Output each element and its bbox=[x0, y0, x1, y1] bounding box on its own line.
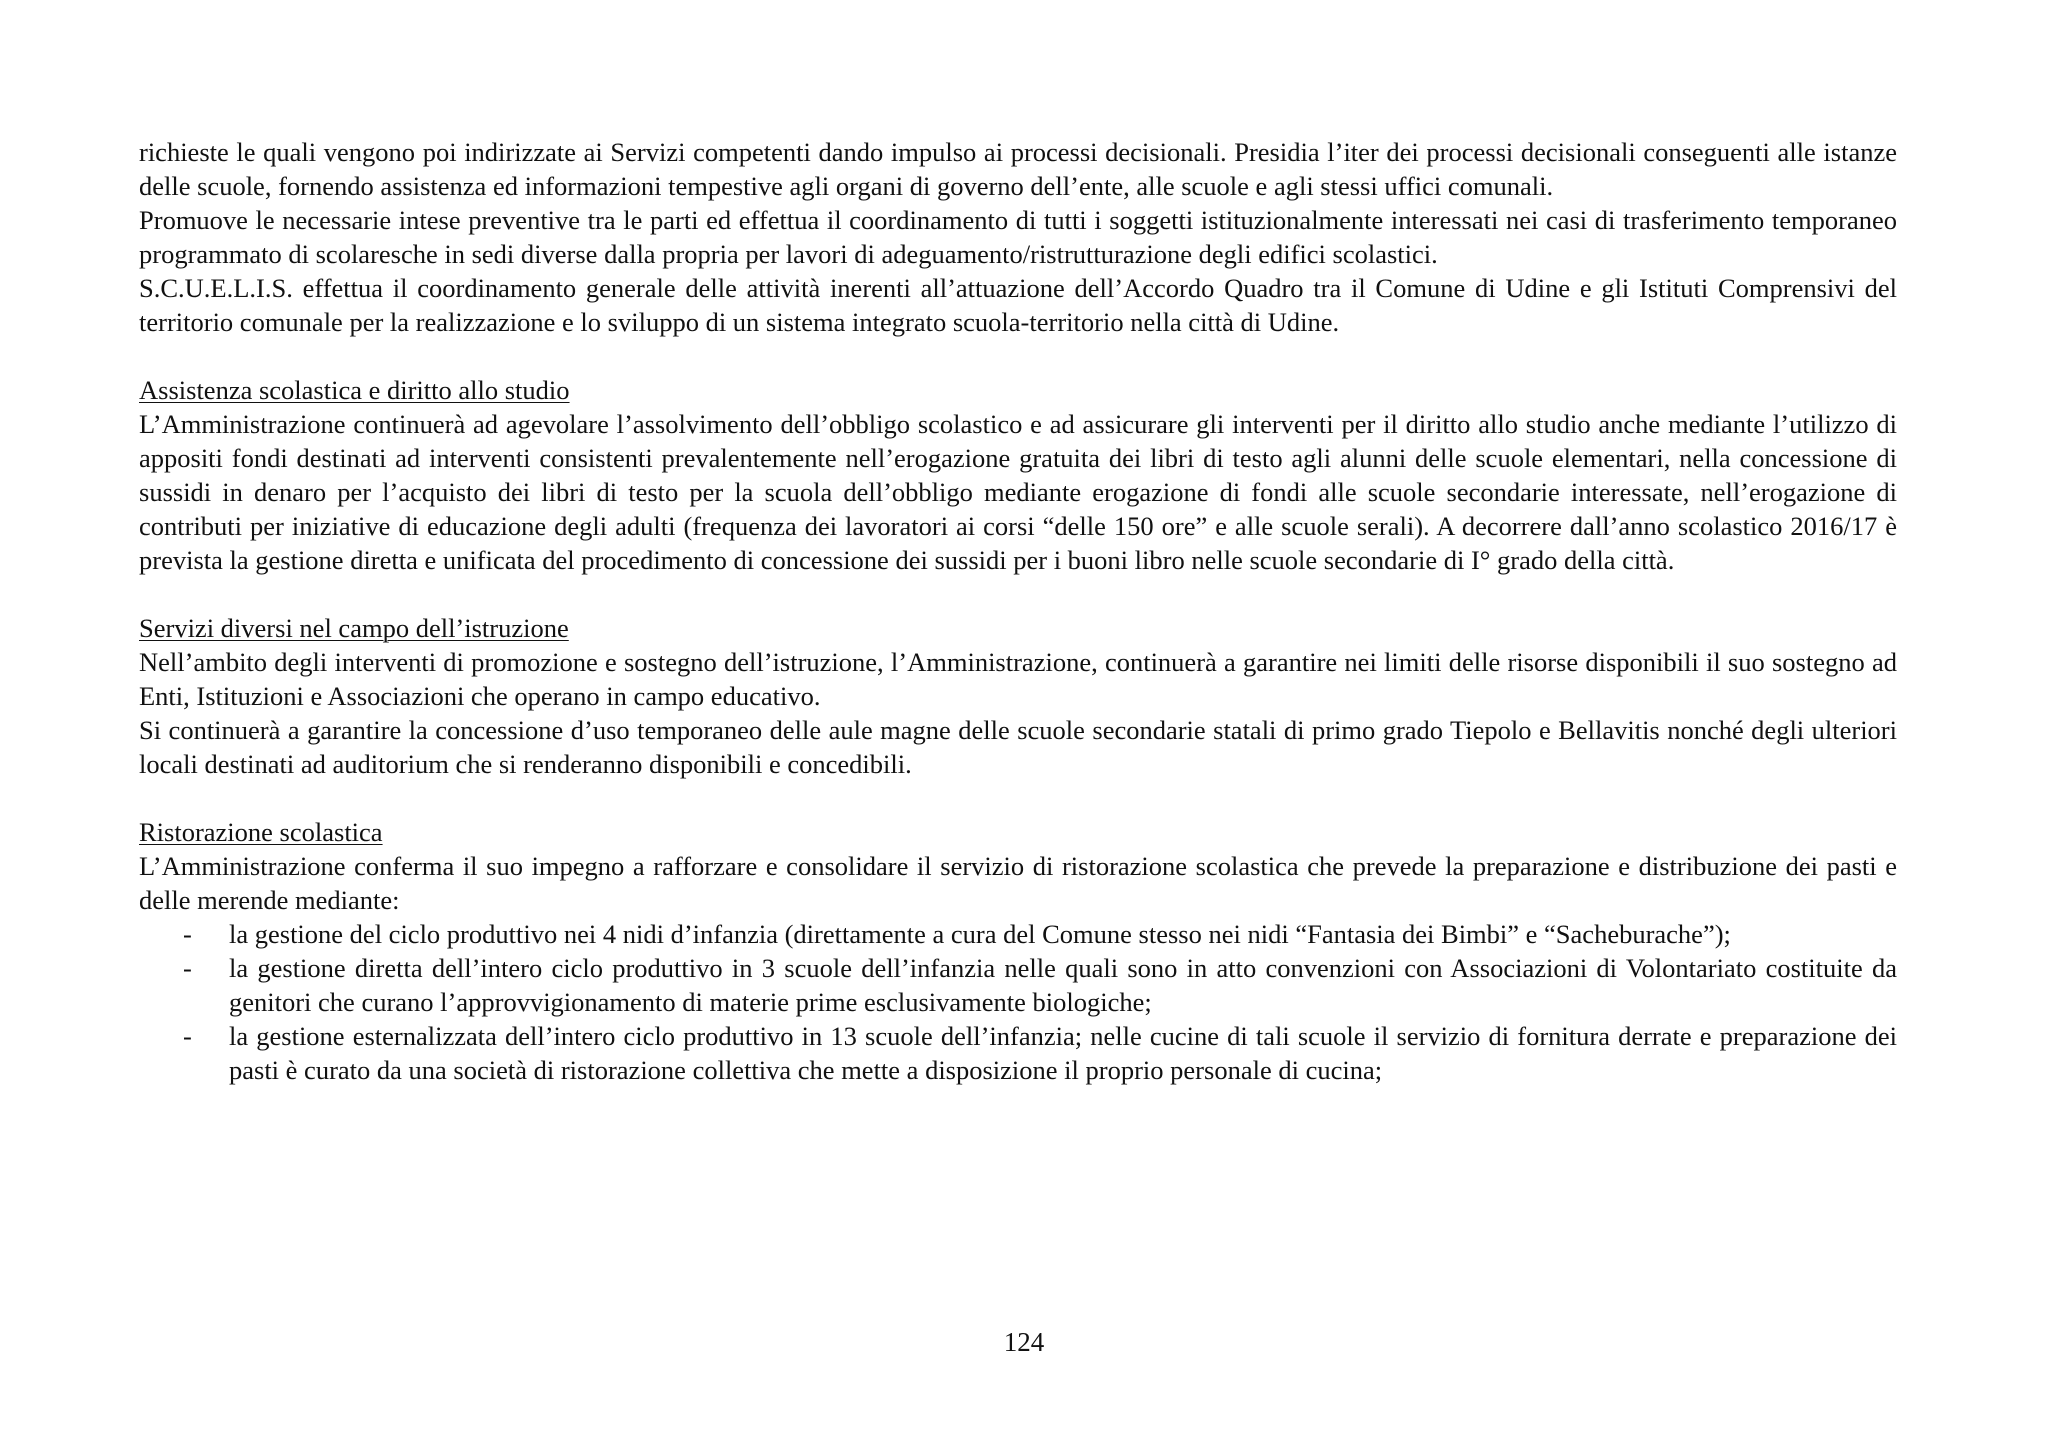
page-number: 124 bbox=[1003, 1327, 1045, 1357]
list-item-text: la gestione del ciclo produttivo nei 4 nidi d’infanzia (direttamente a cura del Comune stesso nei nidi “Fantasia dei Bimbi” e “Sacheburache”); bbox=[229, 919, 1731, 949]
ristorazione-list bbox=[139, 917, 1897, 1087]
section-heading-assistenza: Assistenza scolastica e diritto allo studio bbox=[139, 375, 570, 405]
list-item bbox=[183, 1019, 1897, 1087]
dash-bullet: - bbox=[183, 919, 192, 949]
document-page bbox=[139, 135, 1897, 1087]
list-item-text: la gestione esternalizzata dell’intero ciclo produttivo in 13 scuole dell’infanzia; nelle cucine di tali scuole il servizio di fornitura derrate e preparazione dei pasti è curato da una società di ristorazione collettiva che mette a disposizione il proprio personale di cucina; bbox=[229, 1021, 1897, 1085]
list-item-text: la gestione diretta dell’intero ciclo produttivo in 3 scuole dell’infanzia nelle quali sono in atto convenzioni con Associazioni di Volontariato costituite da genitori che curano l’approvvigionamento di materie prime esclusivamente biologiche; bbox=[229, 953, 1897, 1017]
servizi-paragraph-2: Si continuerà a garantire la concessione d’uso temporaneo delle aule magne delle scuole secondarie statali di primo grado Tiepolo e Bellavitis nonché degli ulteriori locali destinati ad auditorium che si renderanno disponibili e concedibili. bbox=[139, 715, 1897, 779]
section-spacer bbox=[139, 339, 1897, 373]
servizi-paragraph-1: Nell’ambito degli interventi di promozione e sostegno dell’istruzione, l’Amministrazione, continuerà a garantire nei limiti delle risorse disponibili il suo sostegno ad Enti, Istituzioni e Associazioni che operano in campo educativo. bbox=[139, 647, 1897, 711]
dash-bullet: - bbox=[183, 953, 192, 983]
intro-paragraph-2: Promuove le necessarie intese preventive tra le parti ed effettua il coordinamento di tutti i soggetti istituzionalmente interessati nei casi di trasferimento temporaneo programmato di scolaresche in sedi diverse dalla propria per lavori di adeguamento/ristrutturazione degli edifici scolastici. bbox=[139, 205, 1897, 269]
section-heading-ristorazione: Ristorazione scolastica bbox=[139, 817, 383, 847]
list-item bbox=[183, 951, 1897, 1019]
dash-bullet: - bbox=[183, 1021, 192, 1051]
section-heading-servizi: Servizi diversi nel campo dell’istruzione bbox=[139, 613, 569, 643]
ristorazione-paragraph-1: L’Amministrazione conferma il suo impegno a rafforzare e consolidare il servizio di ristorazione scolastica che prevede la preparazione e distribuzione dei pasti e delle merende mediante: bbox=[139, 851, 1897, 915]
section-spacer bbox=[139, 577, 1897, 611]
list-item bbox=[183, 917, 1897, 951]
intro-paragraph-1: richieste le quali vengono poi indirizzate ai Servizi competenti dando impulso ai processi decisionali. Presidia l’iter dei processi decisionali conseguenti alle istanze delle scuole, fornendo assistenza ed informazioni tempestive agli organi di governo dell’ente, alle scuole e agli stessi uffici comunali. bbox=[139, 137, 1897, 201]
assistenza-paragraph-1: L’Amministrazione continuerà ad agevolare l’assolvimento dell’obbligo scolastico e ad assicurare gli interventi per il diritto allo studio anche mediante l’utilizzo di appositi fondi destinati ad interventi consistenti prevalentemente nell’erogazione gratuita dei libri di testo agli alunni delle scuole elementari, nella concessione di sussidi in denaro per l’acquisto dei libri di testo per la scuola dell’obbligo mediante erogazione di fondi alle scuole secondarie interessate, nell’erogazione di contributi per iniziative di educazione degli adulti (frequenza dei lavoratori ai corsi “delle 150 ore” e alle scuole serali). A decorrere dall’anno scolastico 2016/17 è prevista la gestione diretta e unificata del procedimento di concessione dei sussidi per i buoni libro nelle scuole secondarie di I° grado della città. bbox=[139, 409, 1897, 575]
intro-paragraph-3: S.C.U.E.L.I.S. effettua il coordinamento generale delle attività inerenti all’attuazione dell’Accordo Quadro tra il Comune di Udine e gli Istituti Comprensivi del territorio comunale per la realizzazione e lo sviluppo di un sistema integrato scuola-territorio nella città di Udine. bbox=[139, 273, 1897, 337]
section-spacer bbox=[139, 781, 1897, 815]
